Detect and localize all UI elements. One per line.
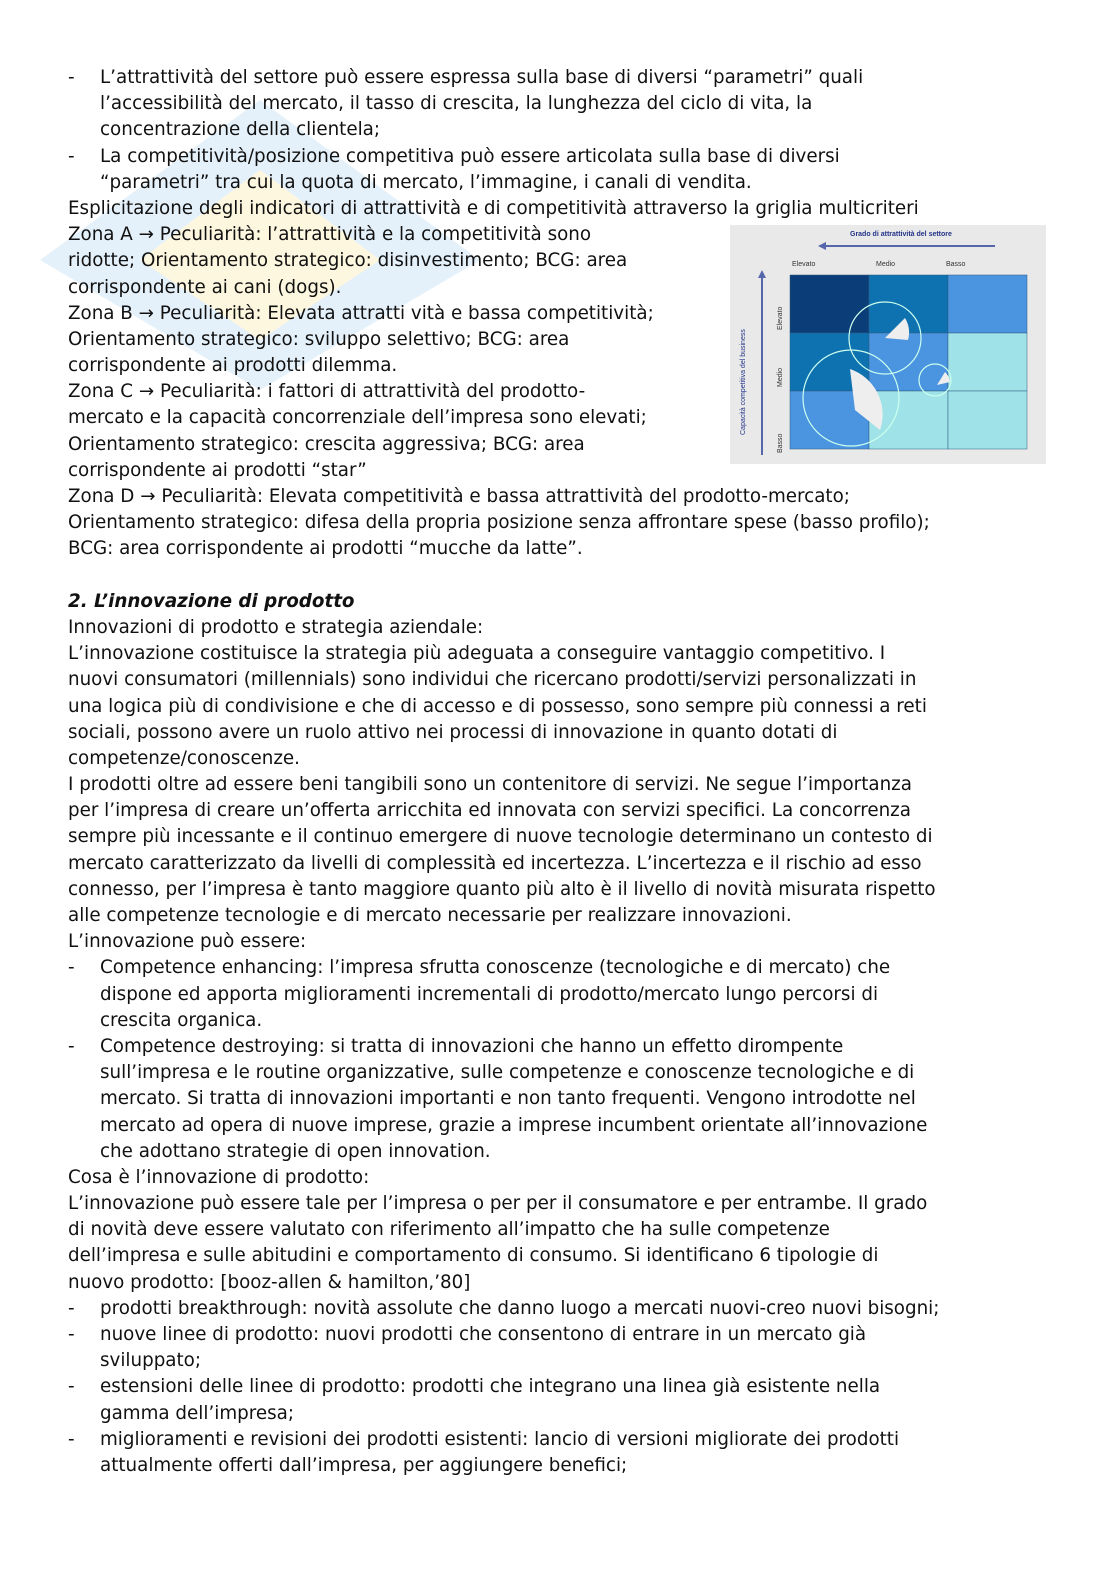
text-line xyxy=(68,1060,939,1086)
text-line xyxy=(68,694,939,720)
bullet-dash: - xyxy=(68,145,75,167)
line-text: I prodotti oltre ad essere beni tangibili sono un contenitore di servizi. Ne segue l’importanza xyxy=(68,774,912,796)
text-line xyxy=(68,1243,939,1269)
text-line xyxy=(68,1401,939,1427)
line-text: Zona D → Peculiarità: Elevata competitività e bassa attrattività del prodotto-mercato; xyxy=(68,486,850,507)
line-text: sempre più incessante e il continuo emergere di nuove tecnologie determinano un contesto di xyxy=(68,826,933,848)
line-text: estensioni delle linee di prodotto: prodotti che integrano una linea già esistente nella xyxy=(100,1376,881,1398)
text-line xyxy=(68,196,939,222)
line-text: Orientamento strategico: crescita aggressiva; BCG: area xyxy=(68,433,585,455)
line-text: sociali, possono avere un ruolo attivo nei processi di innovazione in quanto dotati di xyxy=(68,721,838,743)
grid-cell xyxy=(948,391,1027,449)
text-line xyxy=(68,641,939,667)
bullet-dash: - xyxy=(68,1324,75,1345)
line-text: L’innovazione può essere tale per l’impresa o per per il consumatore e per entrambe. Il grado xyxy=(68,1193,928,1215)
text-line xyxy=(68,1008,939,1034)
line-text: crescita organica. xyxy=(100,1009,263,1031)
line-text: nuove linee di prodotto: nuovi prodotti che consentono di entrare in un mercato già xyxy=(100,1324,867,1345)
bullet-dash: - xyxy=(68,67,75,88)
line-text: corrispondente ai prodotti dilemma. xyxy=(68,355,398,377)
line-text: L’attrattività del settore può essere espressa sulla base di diversi “parametri” quali xyxy=(100,67,864,88)
bullet-item xyxy=(68,955,939,981)
line-text: di novità deve essere valutato con riferimento all’impatto che ha sulle competenze xyxy=(68,1219,830,1241)
bullet-dash: - xyxy=(68,1297,75,1319)
line-text: miglioramenti e revisioni dei prodotti esistenti: lancio di versioni migliorate dei prodotti xyxy=(100,1428,900,1450)
line-text: nuovo prodotto: [booz-allen & hamilton,’80] xyxy=(68,1271,471,1293)
bullet-item xyxy=(68,1322,939,1348)
grid-cell xyxy=(948,275,1027,333)
grid-cell xyxy=(948,333,1027,391)
text-line xyxy=(68,484,939,510)
line-text: nuovi consumatori (millennials) sono individui che ricercano prodotti/servizi personalizzati in xyxy=(68,669,917,691)
y-axis-title: Capacità competitiva del business xyxy=(740,329,747,435)
line-text: dispone ed apporta miglioramenti incrementali di prodotto/mercato lungo percorsi di xyxy=(100,983,879,1005)
text-line xyxy=(68,1453,939,1479)
bullet-item xyxy=(68,1296,939,1322)
line-text: Zona C → Peculiarità: i fattori di attrattività del prodotto- xyxy=(68,381,586,403)
line-text: sviluppato; xyxy=(100,1350,202,1372)
bullet-dash: - xyxy=(68,1376,75,1398)
section-heading xyxy=(68,589,939,615)
text-line xyxy=(68,929,939,955)
bullet-dash: - xyxy=(68,1428,75,1450)
text-line xyxy=(68,510,939,536)
line-text: alle competenze tecnologie e di mercato necessarie per realizzare innovazioni. xyxy=(68,905,792,926)
row-label: Elevato xyxy=(777,306,784,330)
line-text: competenze/conoscenze. xyxy=(68,747,300,769)
line-text: Zona B → Peculiarità: Elevata attratti vità e bassa competitività; xyxy=(68,302,654,324)
grid-cell xyxy=(869,333,948,391)
text-line xyxy=(68,170,939,196)
text-line xyxy=(68,563,939,589)
line-text: l’accessibilità del mercato, il tasso di crescita, la lunghezza del ciclo di vita, la xyxy=(100,93,813,115)
line-text: 2. L’innovazione di prodotto xyxy=(68,590,355,612)
line-text: BCG: area corrispondente ai prodotti “mucche da latte”. xyxy=(68,538,583,560)
row-label: Basso xyxy=(777,433,784,453)
line-text: corrispondente ai prodotti “star” xyxy=(68,459,367,481)
bullet-item xyxy=(68,1427,939,1453)
text-line xyxy=(68,1348,939,1374)
line-text: La competitività/posizione competitiva può essere articolata sulla base di diversi xyxy=(100,145,840,167)
line-text: per l’impresa di creare un’offerta arricchita ed innovata con servizi specifici. La concorrenza xyxy=(68,800,911,822)
line-text: mercato ad opera di nuove imprese, grazie a imprese incumbent orientate all’innovazione xyxy=(100,1114,928,1136)
line-text: “parametri” tra cui la quota di mercato, l’immagine, i canali di vendita. xyxy=(100,171,752,193)
bullet-item xyxy=(68,1374,939,1400)
text-line xyxy=(68,746,939,772)
text-line xyxy=(68,91,939,117)
row-label: Medio xyxy=(777,367,784,387)
text-line xyxy=(68,1139,939,1165)
line-text: attualmente offerti dall’impresa, per aggiungere benefici; xyxy=(100,1454,628,1476)
text-line xyxy=(68,1086,939,1112)
text-line xyxy=(68,1165,939,1191)
col-label: Elevato xyxy=(792,261,816,268)
line-text: mercato. Si tratta di innovazioni importanti e non tanto frequenti. Vengono introdotte nel xyxy=(100,1088,916,1110)
line-text: Competence destroying: si tratta di innovazioni che hanno un effetto dirompente xyxy=(100,1035,844,1057)
text-line xyxy=(68,877,939,903)
bullet-item xyxy=(68,1034,939,1060)
text-line xyxy=(68,824,939,850)
line-text: corrispondente ai cani (dogs). xyxy=(68,276,342,298)
text-line xyxy=(68,982,939,1008)
text-line xyxy=(68,1191,939,1217)
line-text: sull’impresa e le routine organizzative, sulle competenze e conoscenze tecnologiche e di xyxy=(100,1062,915,1084)
col-label: Medio xyxy=(876,261,896,268)
line-text: concentrazione della clientela; xyxy=(100,119,381,141)
multicriteria-grid-figure xyxy=(730,225,1046,464)
line-text: gamma dell’impresa; xyxy=(100,1402,294,1424)
line-text: dell’impresa e sulle abitudini e comportamento di consumo. Si identificano 6 tipologie di xyxy=(68,1245,879,1267)
bullet-dash: - xyxy=(68,1035,75,1057)
line-text: L’innovazione costituisce la strategia più adeguata a conseguire vantaggio competitivo. I xyxy=(68,643,886,665)
grid-cell xyxy=(869,275,948,333)
line-text: Innovazioni di prodotto e strategia aziendale: xyxy=(68,616,484,638)
text-line xyxy=(68,1270,939,1296)
text-line xyxy=(68,772,939,798)
text-line xyxy=(68,536,939,562)
bullet-dash: - xyxy=(68,957,75,979)
text-line xyxy=(68,1113,939,1139)
text-line xyxy=(68,720,939,746)
line-text: Orientamento strategico: difesa della propria posizione senza affrontare spese (basso profilo); xyxy=(68,512,930,534)
text-line xyxy=(68,851,939,877)
line-text: mercato e la capacità concorrenziale dell’impresa sono elevati; xyxy=(68,407,647,429)
line-text: ridotte; Orientamento strategico: disinvestimento; BCG: area xyxy=(68,250,628,272)
line-text: una logica più di condivisione e che di accesso e di possesso, sono sempre più connessi a reti xyxy=(68,695,927,717)
line-text: mercato caratterizzato da livelli di complessità ed incertezza. L’incertezza e il rischio ad esso xyxy=(68,852,922,874)
line-text: Esplicitazione degli indicatori di attrattività e di competitività attraverso la griglia multicriteri xyxy=(68,197,919,219)
bullet-item xyxy=(68,65,939,91)
text-line xyxy=(68,1217,939,1243)
line-text: Competence enhancing: l’impresa sfrutta conoscenze (tecnologiche e di mercato) che xyxy=(100,957,891,979)
bullet-item xyxy=(68,144,939,170)
text-line xyxy=(68,117,939,143)
line-text: che adottano strategie di open innovation. xyxy=(100,1140,491,1162)
text-line xyxy=(68,798,939,824)
line-text: prodotti breakthrough: novità assolute che danno luogo a mercati nuovi-creo nuovi bisogni; xyxy=(100,1297,940,1319)
line-text: Zona A → Peculiarità: l’attrattività e la competitività sono xyxy=(68,224,592,246)
grid-cell xyxy=(790,275,869,333)
col-label: Basso xyxy=(946,261,966,268)
line-text: L’innovazione può essere: xyxy=(68,931,307,953)
line-text: Orientamento strategico: sviluppo selettivo; BCG: area xyxy=(68,328,570,350)
text-line xyxy=(68,667,939,693)
line-text: connesso, per l’impresa è tanto maggiore quanto più alto è il livello di novità misurata rispetto xyxy=(68,878,936,900)
x-axis-title: Grado di attrattività del settore xyxy=(850,231,952,238)
text-line xyxy=(68,615,939,641)
line-text: Cosa è l’innovazione di prodotto: xyxy=(68,1166,370,1188)
text-line xyxy=(68,903,939,929)
